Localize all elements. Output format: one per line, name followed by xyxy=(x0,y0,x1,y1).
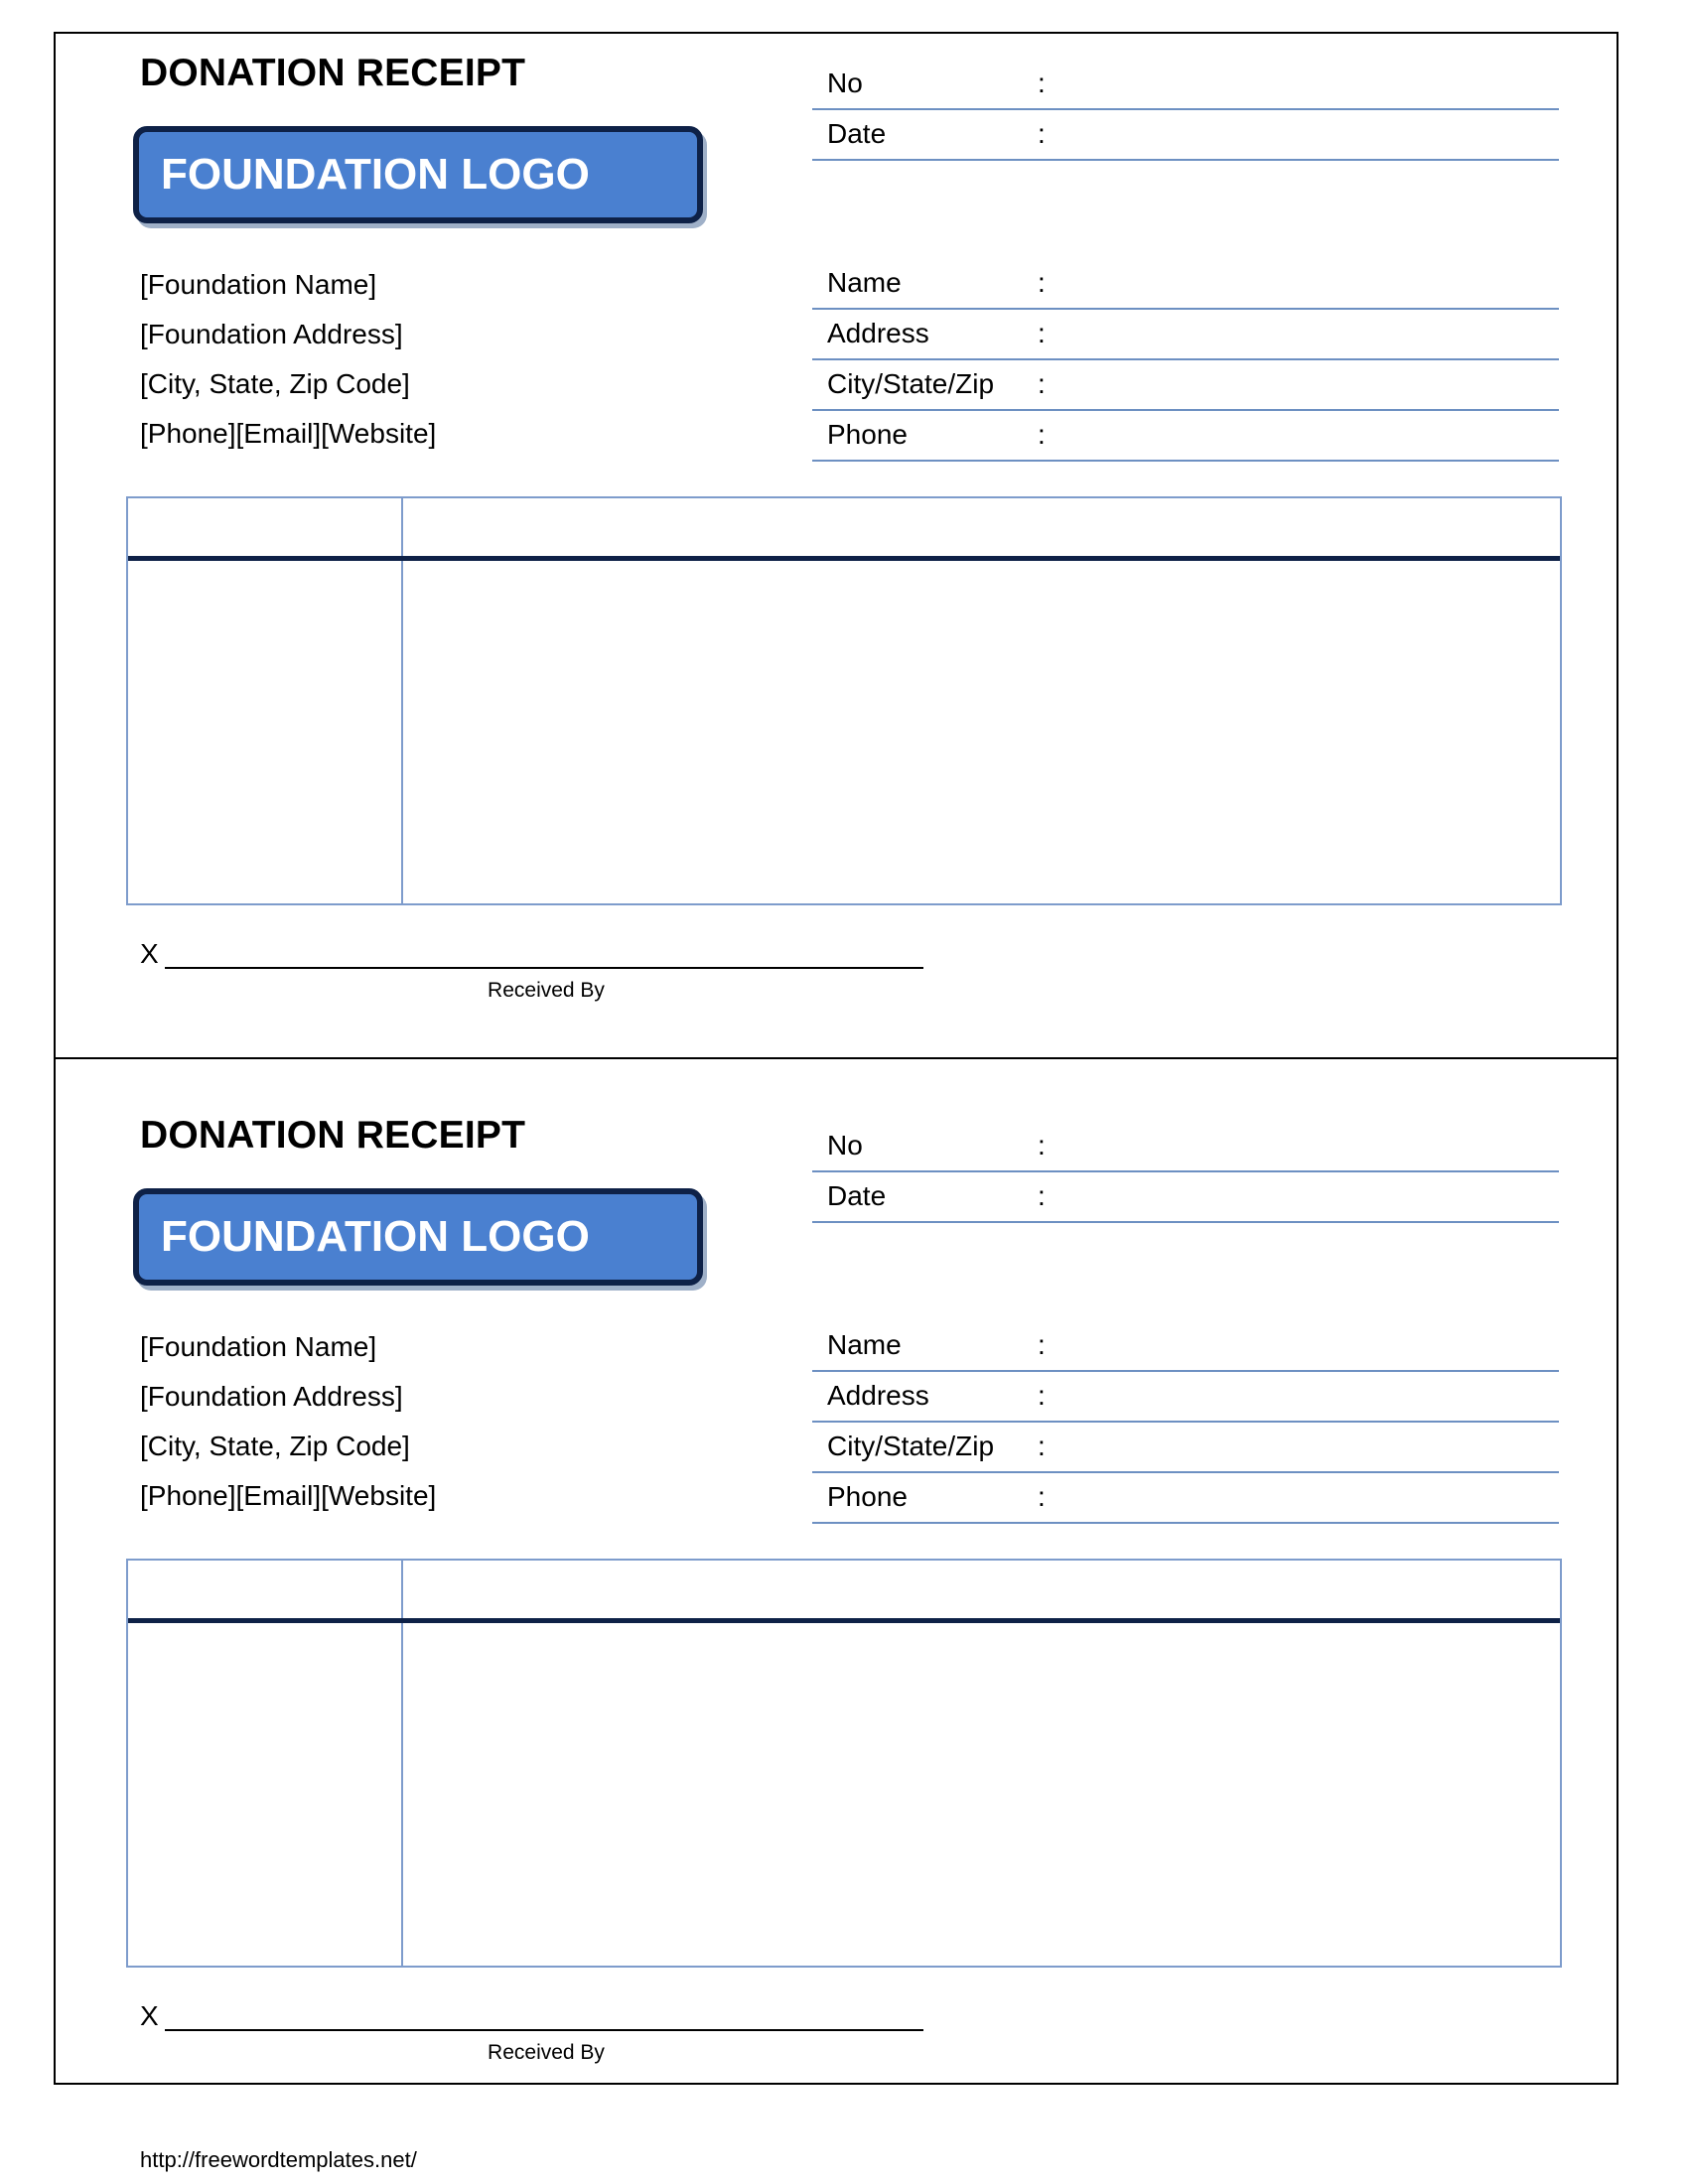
signature-label: Received By xyxy=(488,2041,605,2064)
field-name-colon: : xyxy=(1038,267,1046,298)
field-date-colon: : xyxy=(1038,118,1046,149)
donation-table[interactable] xyxy=(126,496,1562,905)
field-address[interactable] xyxy=(812,1372,1559,1423)
table-header-rule xyxy=(128,556,1560,561)
field-no-colon: : xyxy=(1038,68,1046,98)
foundation-logo: FOUNDATION LOGO xyxy=(133,126,703,223)
field-city-state-zip-colon: : xyxy=(1038,1431,1046,1461)
foundation-address[interactable]: [Foundation Address] xyxy=(140,1381,403,1412)
field-date[interactable] xyxy=(812,1172,1559,1223)
donor-fields xyxy=(812,1321,1559,1524)
foundation-name[interactable]: [Foundation Name] xyxy=(140,269,377,300)
field-name[interactable] xyxy=(812,1321,1559,1372)
donation-receipt-1 xyxy=(0,0,1688,1062)
field-no[interactable] xyxy=(812,60,1559,110)
field-no-label: No xyxy=(827,68,863,98)
foundation-address[interactable]: [Foundation Address] xyxy=(140,319,403,349)
field-phone-colon: : xyxy=(1038,1481,1046,1512)
field-city-state-zip[interactable] xyxy=(812,360,1559,411)
field-date-label: Date xyxy=(827,118,887,149)
field-phone[interactable] xyxy=(812,411,1559,462)
field-no[interactable] xyxy=(812,1122,1559,1172)
field-name-label: Name xyxy=(827,1329,902,1360)
foundation-logo: FOUNDATION LOGO xyxy=(133,1188,703,1286)
foundation-contact[interactable]: [Phone][Email][Website] xyxy=(140,1480,437,1511)
field-phone-colon: : xyxy=(1038,419,1046,450)
field-date[interactable] xyxy=(812,110,1559,161)
field-no-label: No xyxy=(827,1130,863,1160)
donation-table[interactable] xyxy=(126,1559,1562,1968)
table-header-rule xyxy=(128,1618,1560,1623)
signature-mark: X xyxy=(140,2000,159,2031)
field-date-label: Date xyxy=(827,1180,887,1211)
receipt-title: DONATION RECEIPT xyxy=(140,52,526,94)
field-name[interactable] xyxy=(812,259,1559,310)
field-city-state-zip[interactable] xyxy=(812,1423,1559,1473)
signature-mark: X xyxy=(140,938,159,969)
field-address-colon: : xyxy=(1038,318,1046,348)
footer-url[interactable]: http://freewordtemplates.net/ xyxy=(140,2147,417,2172)
field-city-state-zip-colon: : xyxy=(1038,368,1046,399)
foundation-name[interactable]: [Foundation Name] xyxy=(140,1331,377,1362)
foundation-contact[interactable]: [Phone][Email][Website] xyxy=(140,418,437,449)
field-name-label: Name xyxy=(827,267,902,298)
field-address-label: Address xyxy=(827,1380,929,1411)
field-address-colon: : xyxy=(1038,1380,1046,1411)
signature-label: Received By xyxy=(488,979,605,1002)
field-date-colon: : xyxy=(1038,1180,1046,1211)
field-phone-label: Phone xyxy=(827,419,908,450)
foundation-city-state-zip[interactable]: [City, State, Zip Code] xyxy=(140,368,410,399)
receipt-number-date xyxy=(812,60,1559,161)
signature-line[interactable] xyxy=(165,967,923,969)
field-address[interactable] xyxy=(812,310,1559,360)
foundation-info xyxy=(140,260,436,459)
field-no-colon: : xyxy=(1038,1130,1046,1160)
field-address-label: Address xyxy=(827,318,929,348)
foundation-city-state-zip[interactable]: [City, State, Zip Code] xyxy=(140,1431,410,1461)
field-city-state-zip-label: City/State/Zip xyxy=(827,1431,995,1461)
field-city-state-zip-label: City/State/Zip xyxy=(827,368,995,399)
field-name-colon: : xyxy=(1038,1329,1046,1360)
foundation-info xyxy=(140,1322,436,1521)
donor-fields xyxy=(812,259,1559,462)
receipt-title: DONATION RECEIPT xyxy=(140,1114,526,1157)
donation-receipt-2 xyxy=(0,1062,1688,2124)
signature-line[interactable] xyxy=(165,2029,923,2031)
field-phone-label: Phone xyxy=(827,1481,908,1512)
field-phone[interactable] xyxy=(812,1473,1559,1524)
receipt-number-date xyxy=(812,1122,1559,1223)
